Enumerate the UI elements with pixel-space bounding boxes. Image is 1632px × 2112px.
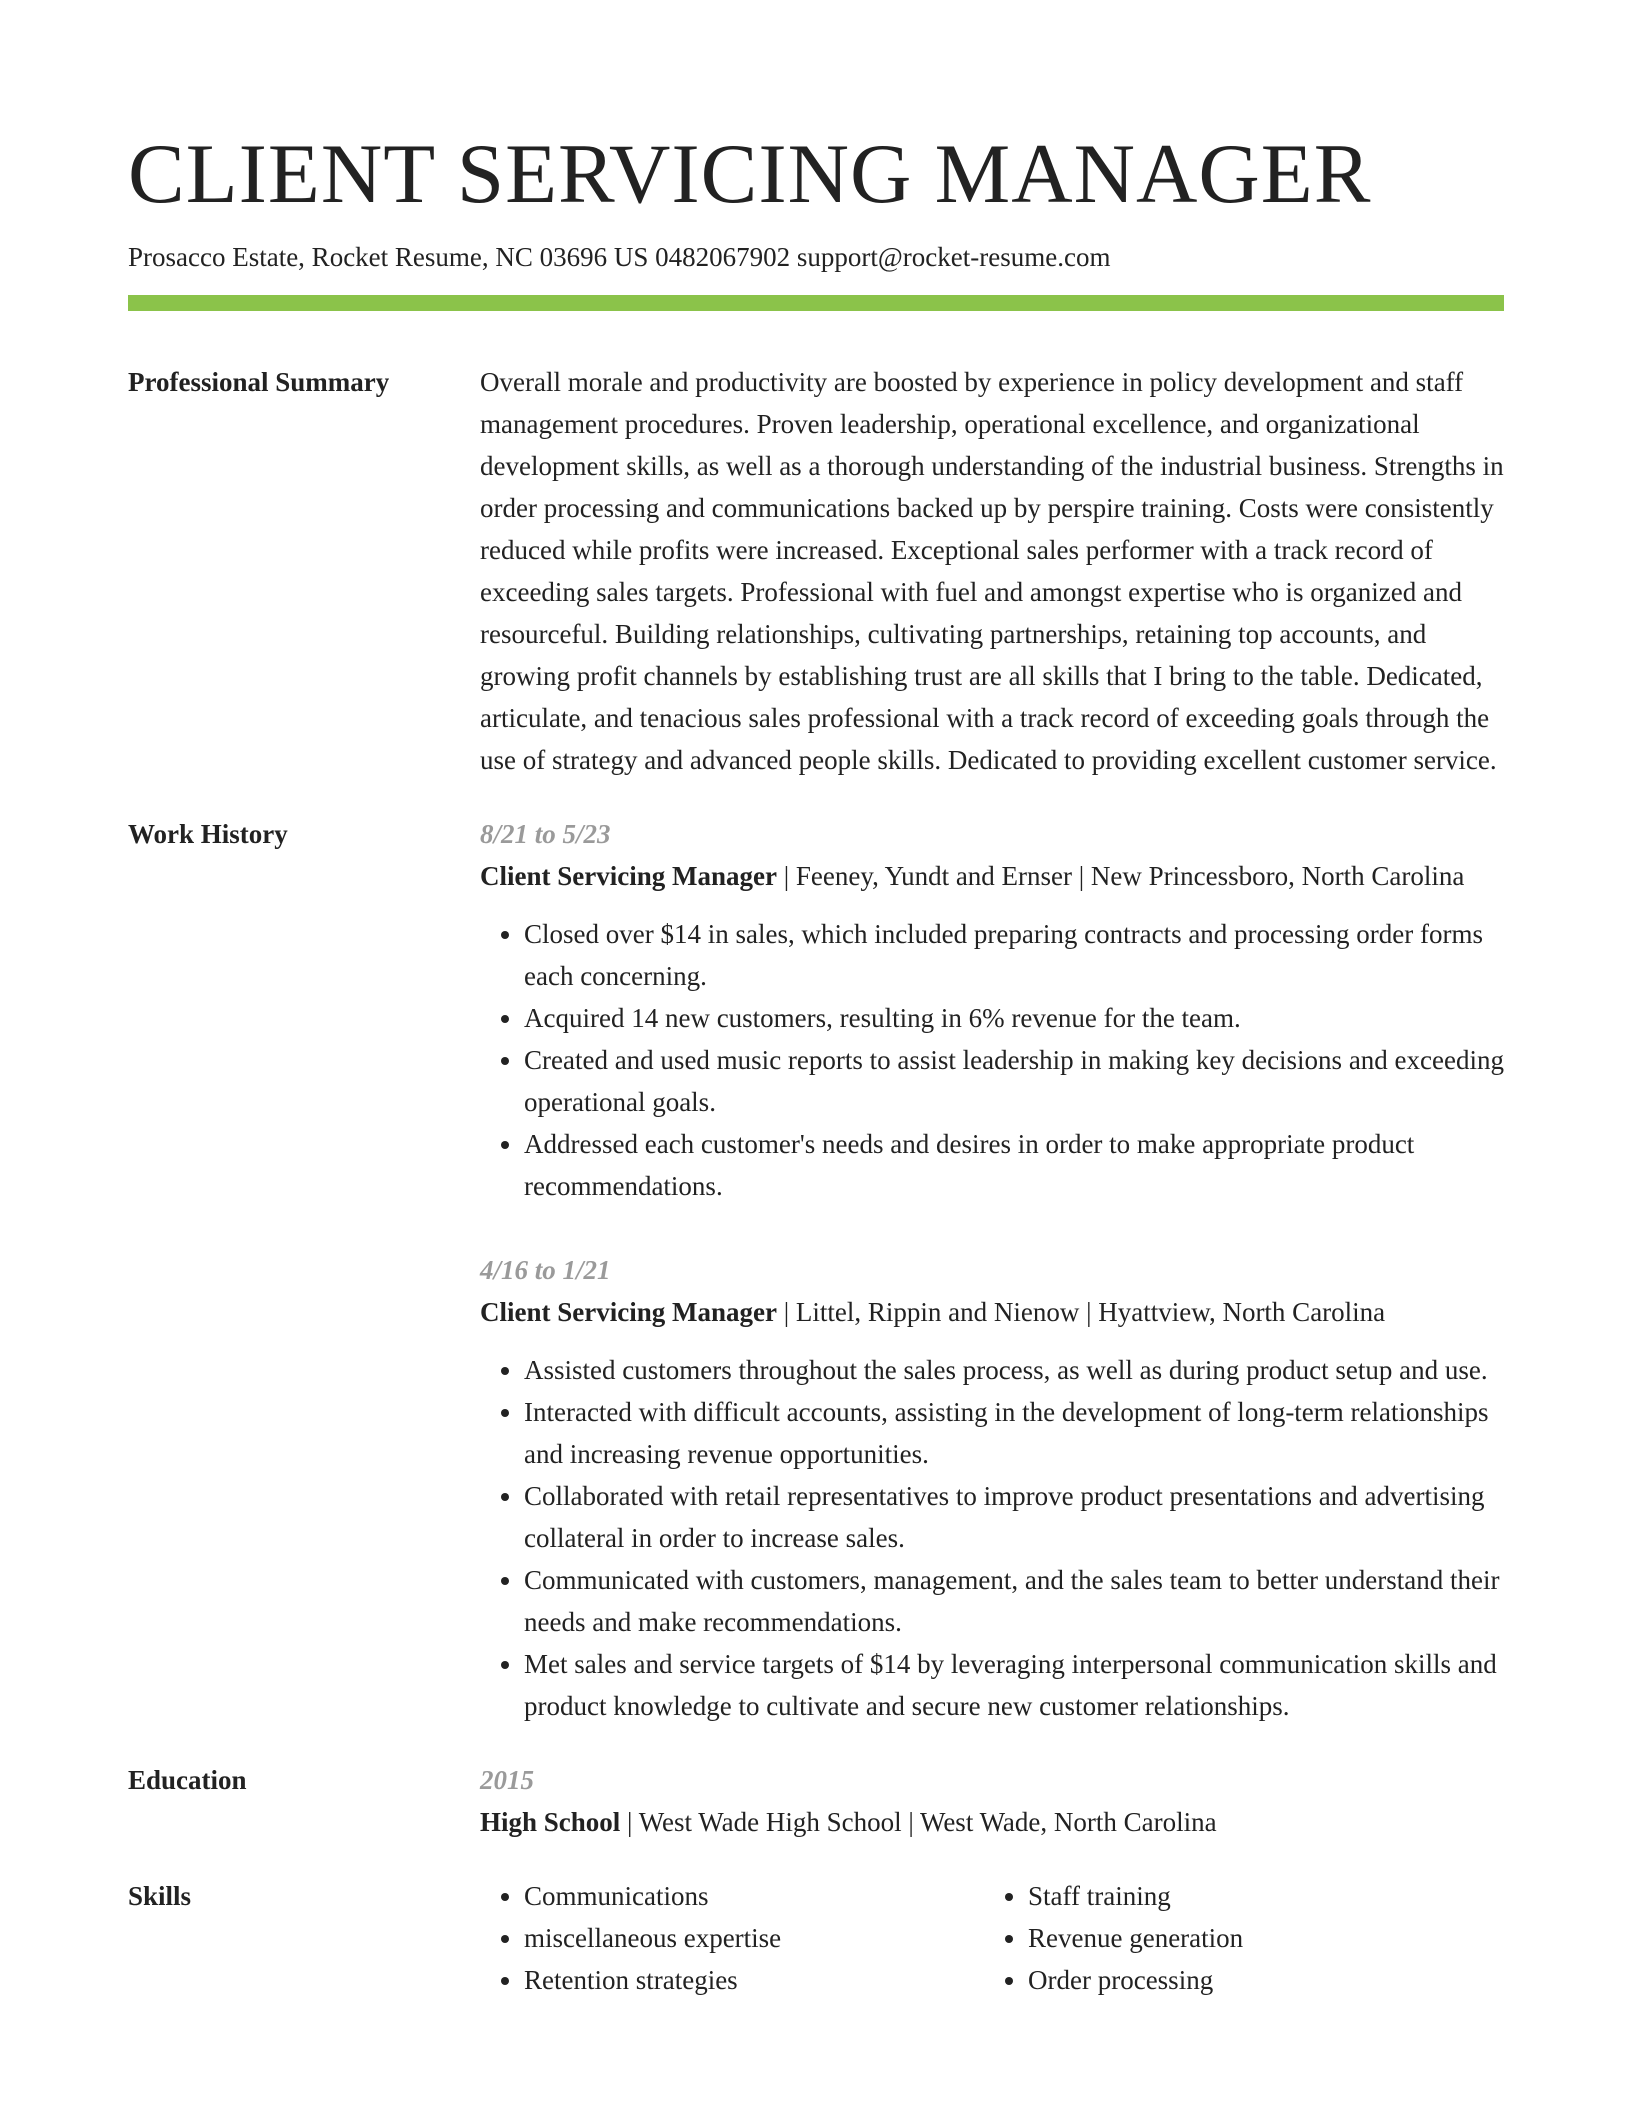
skill-item: • miscellaneous expertise <box>524 1917 984 1959</box>
job-header <box>480 1291 1504 1333</box>
job-details: | Feeney, Yundt and Ernser | New Princessboro, North Carolina <box>776 861 1465 892</box>
skill-item: • Retention strategies <box>524 1959 984 2001</box>
job-details: | Littel, Rippin and Nienow | Hyattview, North Carolina <box>776 1297 1386 1328</box>
skill-item: • Communications <box>524 1875 984 1917</box>
job-header <box>480 855 1504 897</box>
education-degree: High School <box>480 1807 621 1838</box>
skill-item: • Staff training <box>1028 1875 1488 1917</box>
job-bullet: • Acquired 14 new customers, resulting in 6% revenue for the team. <box>524 997 1504 1039</box>
education-details: | West Wade High School | West Wade, North Carolina <box>620 1807 1217 1838</box>
job-dates: 8/21 to 5/23 <box>480 819 611 850</box>
job-entry <box>480 1249 1504 1727</box>
resume-page <box>128 0 1504 2001</box>
summary-section <box>128 361 1504 781</box>
skills-column-right <box>984 1875 1488 2001</box>
summary-heading: Professional Summary <box>128 367 390 398</box>
skills-list <box>480 1875 1504 2001</box>
education-heading: Education <box>128 1765 247 1796</box>
skills-column-left <box>480 1875 984 2001</box>
resume-title: CLIENT SERVICING MANAGER <box>128 127 1372 221</box>
job-bullets <box>480 1349 1504 1727</box>
job-dates: 4/16 to 1/21 <box>480 1255 611 1286</box>
job-bullet: • Met sales and service targets of $14 by leveraging interpersonal communication skills and product knowledge to cultivate and secure new customer relationships. <box>524 1643 1504 1727</box>
education-body <box>480 1759 1504 1843</box>
job-bullet: • Collaborated with retail representatives to improve product presentations and advertising collateral in order to increase sales. <box>524 1475 1504 1559</box>
header-divider <box>128 295 1504 311</box>
education-section <box>128 1759 1504 1843</box>
job-bullet: • Communicated with customers, management, and the sales team to better understand their needs and make recommendations. <box>524 1559 1504 1643</box>
skill-item: • Order processing <box>1028 1959 1488 2001</box>
job-bullets <box>480 913 1504 1207</box>
job-bullet: • Assisted customers throughout the sales process, as well as during product setup and use. <box>524 1349 1504 1391</box>
job-title: Client Servicing Manager <box>480 1297 777 1328</box>
job-bullet: • Interacted with difficult accounts, assisting in the development of long-term relationships and increasing revenue opportunities. <box>524 1391 1504 1475</box>
contact-line: Prosacco Estate, Rocket Resume, NC 03696 US 0482067902 support@rocket-resume.com <box>128 242 1111 272</box>
education-year: 2015 <box>480 1765 534 1796</box>
work-history-section <box>128 813 1504 1727</box>
skills-section <box>128 1875 1504 2001</box>
summary-text: Overall morale and productivity are boosted by experience in policy development and staff management procedures. Proven leadership, operational excellence, and organizational development skills, as well as a thorough understanding of the industrial business. Strengths in order processing and communications backed up by perspire training. Costs were consistently reduced while profits were increased. Exceptional sales performer with a track record of exceeding sales targets. Professional with fuel and amongst expertise who is organized and resourceful. Building relationships, cultivating partnerships, retaining top accounts, and growing profit channels by establishing trust are all skills that I bring to the table. Dedicated, articulate, and tenacious sales professional with a track record of exceeding goals through the use of strategy and advanced people skills. Dedicated to providing excellent customer service. <box>480 367 1504 776</box>
work-history-body <box>480 813 1504 1727</box>
job-bullet: • Created and used music reports to assist leadership in making key decisions and exceeding operational goals. <box>524 1039 1504 1123</box>
skills-heading: Skills <box>128 1881 192 1912</box>
skill-item: • Revenue generation <box>1028 1917 1488 1959</box>
work-history-heading: Work History <box>128 819 288 850</box>
job-title: Client Servicing Manager <box>480 861 777 892</box>
job-bullet: • Addressed each customer's needs and desires in order to make appropriate product recommendations. <box>524 1123 1504 1207</box>
job-entry <box>480 813 1504 1207</box>
job-bullet: • Closed over $14 in sales, which included preparing contracts and processing order forms each concerning. <box>524 913 1504 997</box>
education-entry <box>480 1801 1504 1843</box>
